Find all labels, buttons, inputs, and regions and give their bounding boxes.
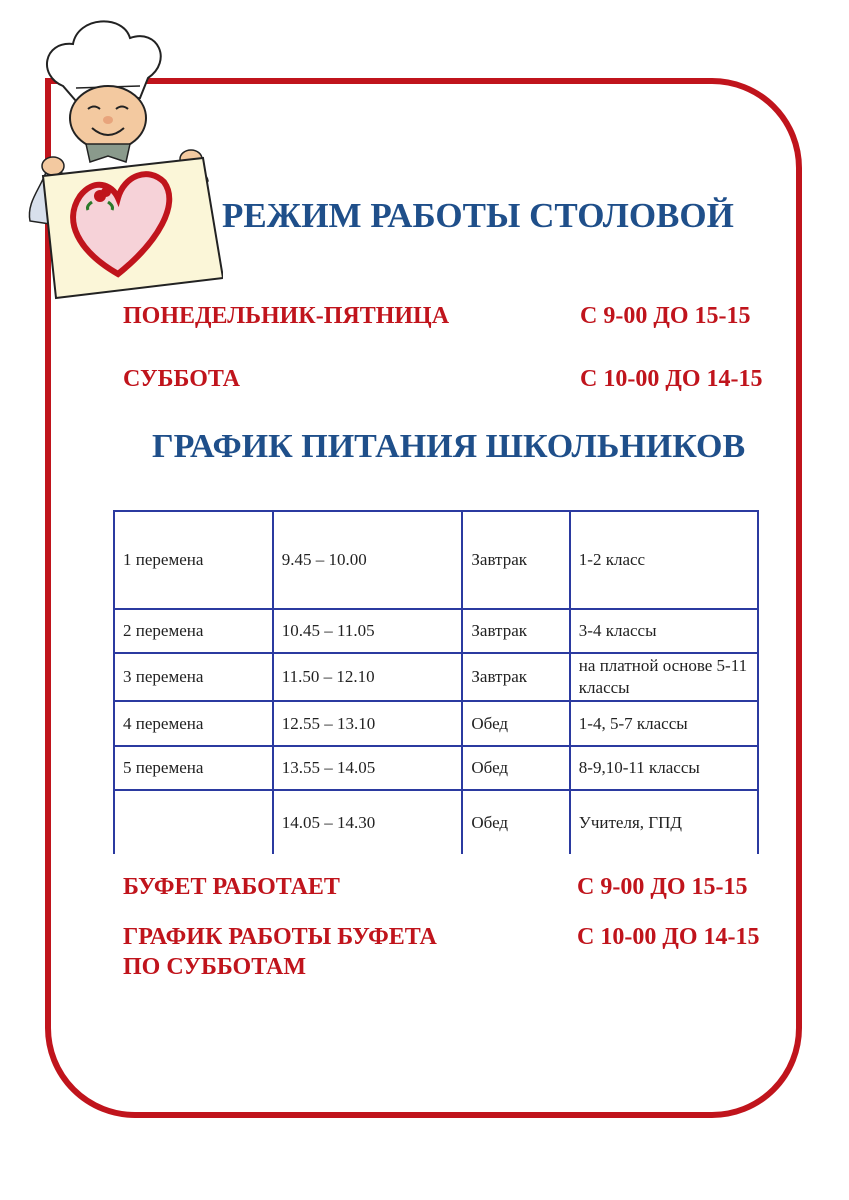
break-cell: 5 перемена [114, 746, 273, 790]
break-cell: 3 перемена [114, 653, 273, 701]
weekday-time: С 9-00 ДО 15-15 [580, 303, 751, 329]
group-cell: Учителя, ГПД [570, 790, 758, 854]
buffet-label: БУФЕТ РАБОТАЕТ [123, 874, 340, 900]
table-row [114, 790, 758, 854]
table-row [114, 746, 758, 790]
break-cell [114, 790, 273, 854]
page-title: РЕЖИМ РАБОТЫ СТОЛОВОЙ [222, 196, 734, 235]
time-cell: 9.45 – 10.00 [273, 511, 463, 609]
time-cell: 11.50 – 12.10 [273, 653, 463, 701]
buffet-saturday-label-line2: ПО СУББОТАМ [123, 954, 306, 980]
schedule-title: ГРАФИК ПИТАНИЯ ШКОЛЬНИКОВ [152, 428, 746, 465]
saturday-label: СУББОТА [123, 366, 241, 392]
group-cell: 3-4 классы [570, 609, 758, 653]
chef-illustration [8, 6, 223, 301]
table-row [114, 653, 758, 701]
group-cell: на платной основе 5-11 классы [570, 653, 758, 701]
group-cell: 8-9,10-11 классы [570, 746, 758, 790]
buffet-saturday-label-line1: ГРАФИК РАБОТЫ БУФЕТА [123, 924, 437, 950]
break-cell: 4 перемена [114, 701, 273, 746]
saturday-time: С 10-00 ДО 14-15 [580, 366, 763, 392]
group-cell: 1-2 класс [570, 511, 758, 609]
meal-cell: Завтрак [462, 511, 569, 609]
meal-schedule-table [113, 510, 759, 854]
meal-cell: Завтрак [462, 653, 569, 701]
break-cell: 2 перемена [114, 609, 273, 653]
time-cell: 10.45 – 11.05 [273, 609, 463, 653]
break-cell: 1 перемена [114, 511, 273, 609]
time-cell: 13.55 – 14.05 [273, 746, 463, 790]
table-row [114, 511, 758, 609]
group-cell: 1-4, 5-7 классы [570, 701, 758, 746]
weekday-label: ПОНЕДЕЛЬНИК-ПЯТНИЦА [123, 303, 450, 329]
meal-cell: Обед [462, 746, 569, 790]
time-cell: 14.05 – 14.30 [273, 790, 463, 854]
meal-cell: Обед [462, 790, 569, 854]
buffet-time: С 9-00 ДО 15-15 [577, 874, 748, 900]
meal-cell: Обед [462, 701, 569, 746]
buffet-saturday-time: С 10-00 ДО 14-15 [577, 924, 760, 950]
time-cell: 12.55 – 13.10 [273, 701, 463, 746]
meal-cell: Завтрак [462, 609, 569, 653]
table-row [114, 609, 758, 653]
table-row [114, 701, 758, 746]
